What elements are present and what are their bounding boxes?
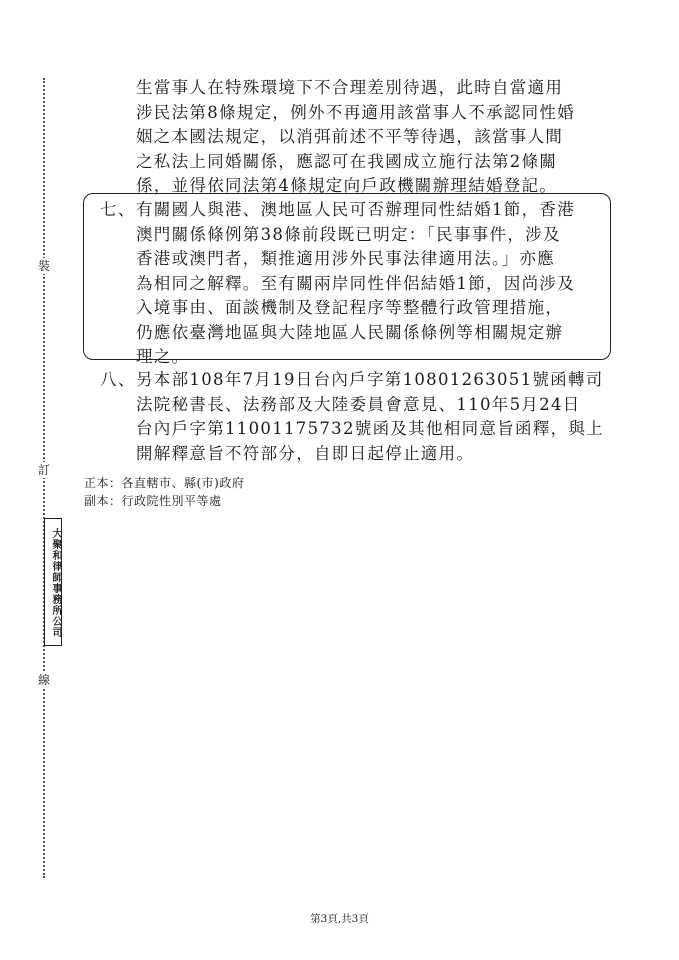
page-number: 第3頁,共3頁 bbox=[310, 913, 369, 925]
binding-mark-zhuang: 裝 bbox=[37, 259, 50, 273]
binding-mark-xian: 線 bbox=[37, 673, 50, 687]
paragraph-line: 之私法上同婚關係，應認可在我國成立施行法第2條關 bbox=[136, 151, 558, 171]
item-8-line: 台內戶字第11001175732號函及其他相同意旨函釋，與上 bbox=[136, 419, 604, 438]
item-7-line: 有關國人與港、澳地區人民可否辦理同性結婚1節，香港 bbox=[136, 200, 575, 219]
paragraph-line: 涉民法第8條規定，例外不再適用該當事人不承認同性婚 bbox=[136, 102, 575, 122]
distribution-copy: 副本：行政院性別平等處 bbox=[84, 494, 222, 508]
item-8 bbox=[100, 368, 610, 468]
item-7-line: 理之。 bbox=[136, 347, 190, 366]
item-8-line: 開解釋意旨不符部分，自即日起停止適用。 bbox=[136, 443, 475, 463]
item-7-label: 七、 bbox=[100, 200, 136, 219]
item-7-line: 澳門關係條例第38條前段既已明定：「民事事件，涉及 bbox=[136, 224, 561, 244]
item-8-line: 另本部108年7月19日台內戶字第10801263051號函轉司 bbox=[136, 370, 604, 389]
item-8-body bbox=[136, 368, 604, 466]
item-7-body bbox=[136, 198, 575, 370]
item-7 bbox=[100, 198, 610, 370]
distribution-main: 正本：各直轄市、縣(市)政府 bbox=[84, 476, 245, 490]
item-8-line: 法院秘書長、法務部及大陸委員會意見、110年5月24日 bbox=[136, 394, 581, 414]
item-7-line: 為相同之解釋。至有關兩岸同性伴侶結婚1節，因尚涉及 bbox=[136, 273, 575, 293]
binding-mark-ding: 訂 bbox=[37, 463, 50, 477]
paragraph-line: 係，並得依同法第4條規定向戶政機關辦理結婚登記。 bbox=[136, 176, 558, 195]
item-7-line: 仍應依臺灣地區與大陸地區人民關係條例等相關規定辦 bbox=[136, 322, 564, 342]
law-firm-stamp: 大聚和律師事務所公司 bbox=[44, 518, 62, 646]
item-7-line: 香港或澳門者，類推適用涉外民事法律適用法。」亦應 bbox=[136, 249, 555, 268]
continued-paragraph bbox=[136, 76, 606, 199]
paragraph-line: 姻之本國法規定，以消弭前述不平等待遇，該當事人間 bbox=[136, 127, 564, 146]
binding-dotted-line bbox=[43, 78, 45, 878]
paragraph-line: 生當事人在特殊環境下不合理差別待遇，此時自當適用 bbox=[136, 78, 564, 97]
item-8-label: 八、 bbox=[100, 370, 136, 389]
item-7-line: 入境事由、面談機制及登記程序等整體行政管理措施， bbox=[136, 298, 564, 317]
